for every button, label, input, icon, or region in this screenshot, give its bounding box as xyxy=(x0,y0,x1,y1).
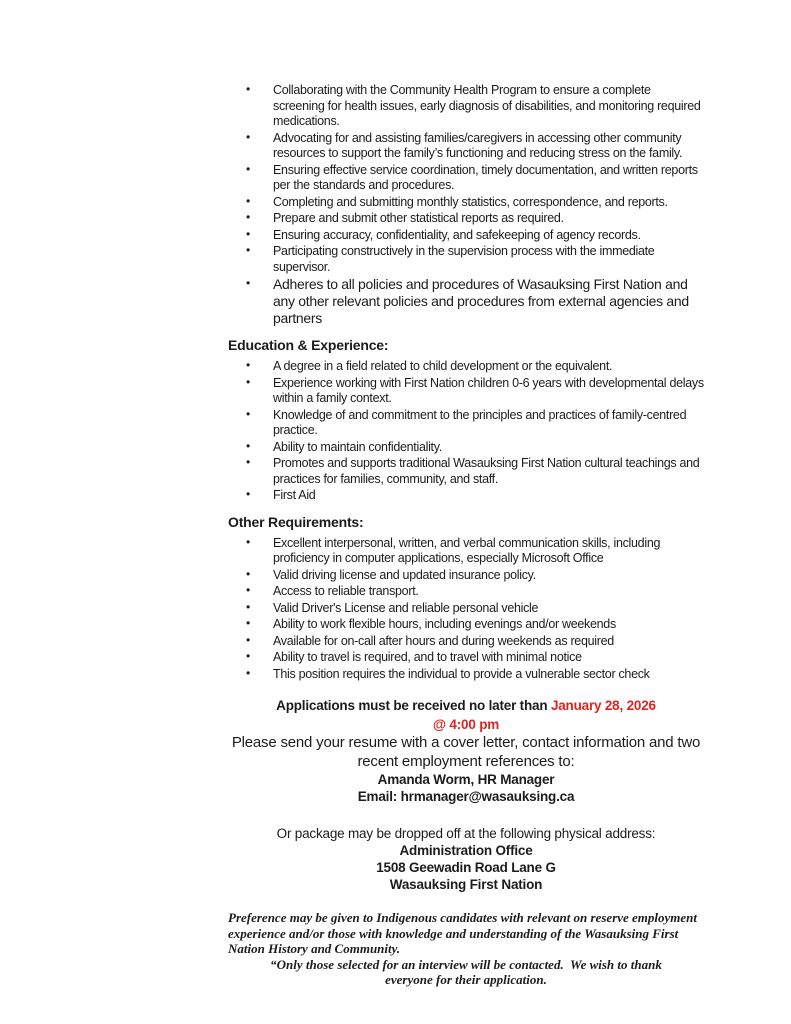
requirement-item-text: This position requires the individual to provide a vulnerable sector check xyxy=(273,666,650,681)
dropoff-nation: Wasauksing First Nation xyxy=(389,877,543,892)
bullet-icon: • xyxy=(246,438,250,453)
requirement-item xyxy=(228,536,704,567)
bullet-icon: • xyxy=(246,566,250,581)
education-item xyxy=(228,488,704,504)
bullet-icon: • xyxy=(246,276,250,290)
requirement-item-text: Ability to work flexible hours, including evenings and/or weekends xyxy=(273,617,616,631)
bullet-icon: • xyxy=(246,358,250,372)
responsibility-item xyxy=(228,276,704,327)
responsibility-item-text: Ensuring accuracy, confidentiality, and safekeeping of agency records. xyxy=(273,227,641,242)
other-requirements-heading: Other Requirements: xyxy=(228,513,364,530)
page-content xyxy=(228,83,704,988)
bullet-icon: • xyxy=(246,534,250,549)
responsibility-item xyxy=(228,211,704,227)
responsibility-item-text: Participating constructively in the supervision process with the immediate supervisor. xyxy=(273,244,655,274)
bullet-icon: • xyxy=(246,129,250,144)
indigenous-preference-note: Preference may be given to Indigenous candidates with relevant on reserve employment experience and/or those with knowledge and understanding of the Wasauksing First Nation History and Community. xyxy=(228,910,698,956)
bullet-icon: • xyxy=(246,226,250,241)
requirement-item-text: Valid driving license and updated insurance policy. xyxy=(273,567,536,582)
requirement-item xyxy=(228,634,704,650)
requirement-item-text: Ability to travel is required, and to travel with minimal notice xyxy=(273,650,582,664)
education-item xyxy=(228,408,704,439)
requirement-item xyxy=(228,667,704,683)
other-requirements-list xyxy=(228,536,704,683)
bullet-icon: • xyxy=(246,649,250,663)
education-item-text: Knowledge of and commitment to the principles and practices of family-centred practice. xyxy=(273,407,687,437)
resume-instructions: Please send your resume with a cover letter, contact information and two recent employment references to: xyxy=(231,734,701,770)
bullet-icon: • xyxy=(246,455,250,469)
bullet-icon: • xyxy=(246,161,250,176)
responsibility-item-text: Ensuring effective service coordination, timely documentation, and written reports per the standards and procedures. xyxy=(273,162,698,192)
responsibility-item xyxy=(228,83,704,130)
requirement-item xyxy=(228,601,704,617)
footer-notes xyxy=(228,910,704,988)
education-experience-heading: Education & Experience: xyxy=(228,337,389,353)
requirement-item-text: Available for on-call after hours and during weekends as required xyxy=(273,633,614,648)
dropoff-office: Administration Office xyxy=(399,843,533,858)
deadline-date: January 28, 2026 xyxy=(550,698,656,713)
education-item-text: Experience working with First Nation children 0-6 years with developmental delays within a family context. xyxy=(273,375,704,405)
responsibility-item-text: Advocating for and assisting families/caregivers in accessing other community resources to support the family’s functioning and reducing stress on the family. xyxy=(273,130,683,160)
requirement-item xyxy=(228,650,704,666)
bullet-icon: • xyxy=(246,583,250,597)
interview-contact-note: “Only those selected for an interview will be contacted. We wish to thank everyone for their application. xyxy=(270,956,666,987)
bullet-icon: • xyxy=(246,406,250,421)
hr-contact-email: Email: hrmanager@wasauksing.ca xyxy=(357,789,575,804)
dropoff-address: 1508 Geewadin Road Lane G xyxy=(376,860,556,875)
education-experience-list xyxy=(228,359,704,504)
education-item xyxy=(228,376,704,407)
deadline-time: @ 4:00 pm xyxy=(432,717,500,732)
requirement-item xyxy=(228,584,704,600)
deadline-prefix-text: Applications must be received no later than xyxy=(276,698,551,713)
bullet-icon: • xyxy=(246,210,250,224)
responsibility-item xyxy=(228,131,704,162)
dropoff-intro: Or package may be dropped off at the following physical address: xyxy=(276,826,656,841)
requirement-item-text: Valid Driver's License and reliable personal vehicle xyxy=(273,600,539,615)
responsibility-item xyxy=(228,244,704,275)
responsibility-item-text: Prepare and submit other statistical reports as required. xyxy=(273,211,564,225)
responsibility-item-text: Adheres to all policies and procedures of Wasauksing First Nation and any other relevant policies and procedures from external agencies and partners xyxy=(273,276,689,326)
education-item xyxy=(228,456,704,487)
responsibility-item-text: Completing and submitting monthly statistics, correspondence, and reports. xyxy=(273,194,668,209)
bullet-icon: • xyxy=(246,243,250,257)
education-item-text: First Aid xyxy=(273,488,316,502)
requirement-item xyxy=(228,617,704,633)
bullet-icon: • xyxy=(246,82,250,96)
bullet-icon: • xyxy=(246,616,250,630)
bullet-icon: • xyxy=(246,374,250,389)
education-item xyxy=(228,440,704,456)
responsibilities-list xyxy=(228,83,704,327)
bullet-icon: • xyxy=(246,487,250,501)
bullet-icon: • xyxy=(246,632,250,647)
education-item-text: A degree in a field related to child development or the equivalent. xyxy=(273,359,613,373)
requirement-item xyxy=(228,568,704,584)
responsibility-item-text: Collaborating with the Community Health Program to ensure a complete screening for health issues, early diagnosis of disabilities, and monitoring required medications. xyxy=(273,83,701,128)
bullet-icon: • xyxy=(246,665,250,680)
hr-contact-name: Amanda Worm, HR Manager xyxy=(377,772,555,787)
bullet-icon: • xyxy=(246,193,250,208)
education-item-text: Promotes and supports traditional Wasauksing First Nation cultural teachings and practices for families, community, and staff. xyxy=(273,456,700,486)
application-instructions-block xyxy=(228,696,704,893)
responsibility-item xyxy=(228,228,704,244)
responsibility-item xyxy=(228,195,704,211)
requirement-item-text: Excellent interpersonal, written, and verbal communication skills, including proficiency in computer applications, especially Microsoft Office xyxy=(273,535,661,565)
education-item xyxy=(228,359,704,375)
education-item-text: Ability to maintain confidentiality. xyxy=(273,439,442,454)
responsibility-item xyxy=(228,163,704,194)
requirement-item-text: Access to reliable transport. xyxy=(273,584,419,598)
bullet-icon: • xyxy=(246,599,250,614)
application-deadline xyxy=(228,696,704,715)
